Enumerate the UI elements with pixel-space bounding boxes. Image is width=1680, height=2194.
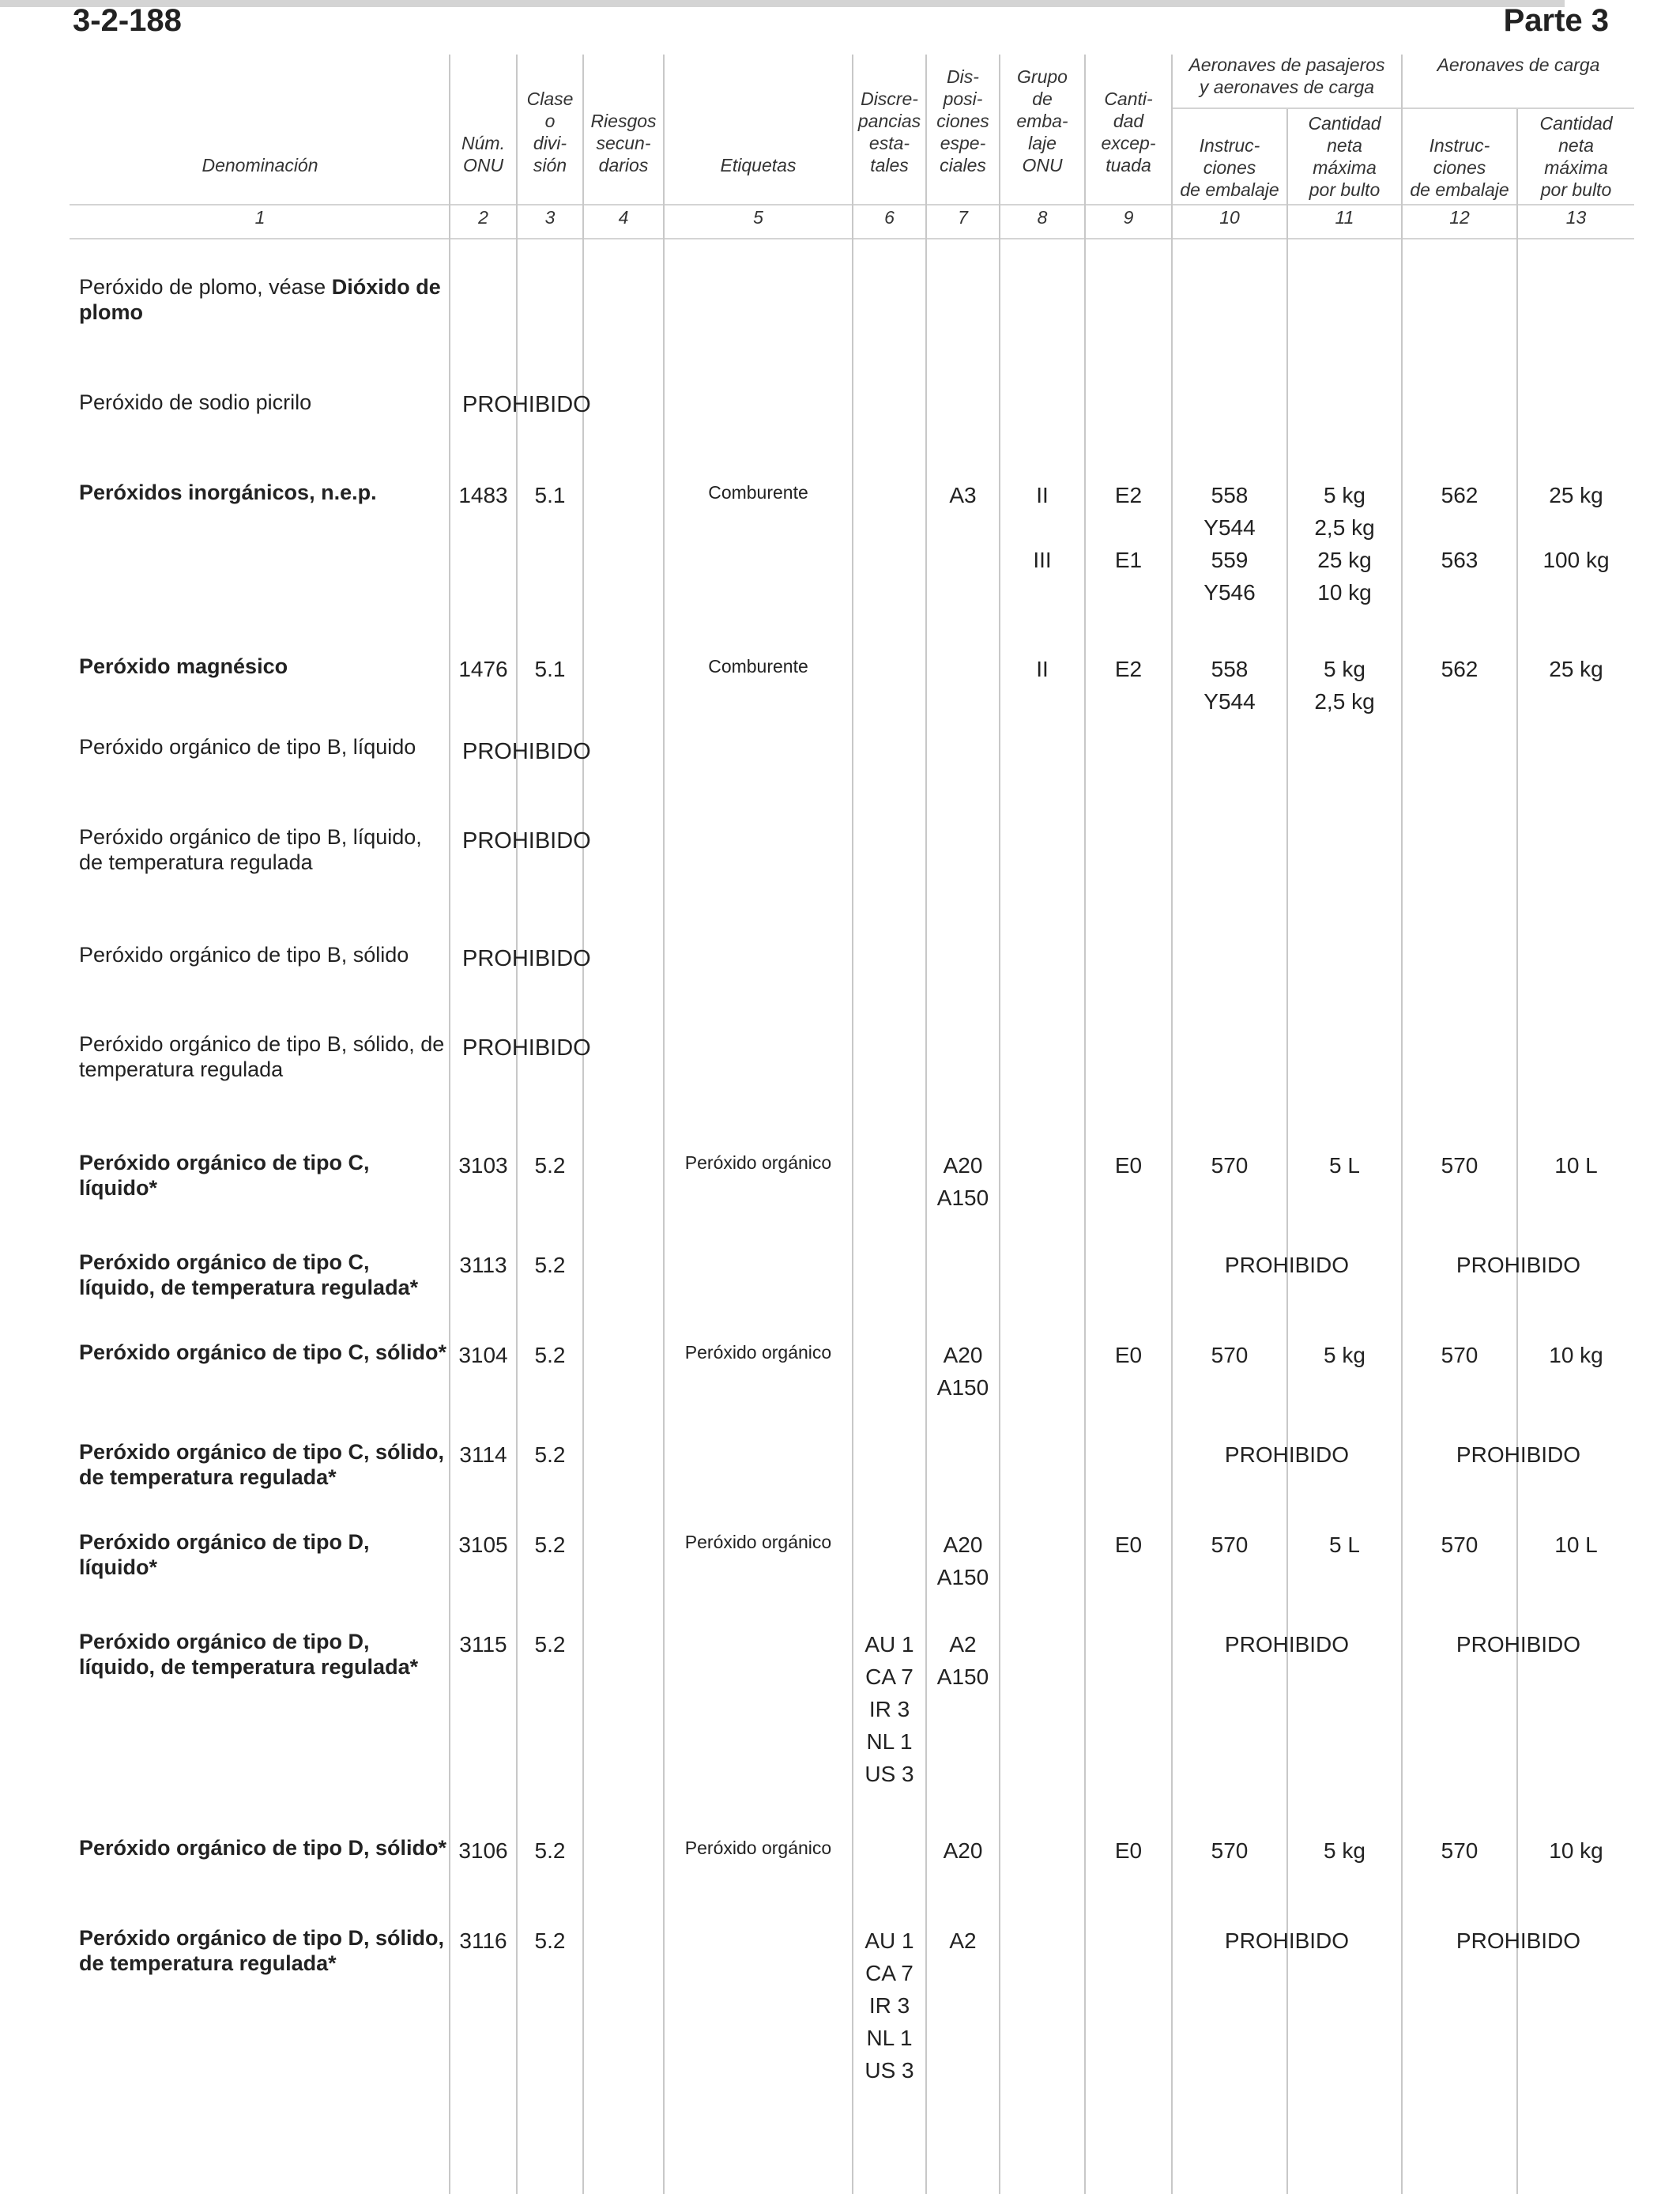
special-provision: A20	[943, 1838, 983, 1863]
class-division: 5.2	[534, 1153, 566, 1178]
header-riesgos: Riesgos secun- darios	[590, 111, 657, 175]
class-division: 5.2	[534, 1343, 566, 1367]
un-number: 3105	[458, 1532, 508, 1557]
table-row-name: Peróxido orgánico de tipo D, líquido*	[79, 1530, 370, 1579]
un-number: 3104	[458, 1343, 508, 1367]
cargo-max-quantity: 10 L	[1554, 1532, 1598, 1557]
excepted-quantity: E0	[1114, 1153, 1143, 1178]
pax-prohibited: PROHIBIDO	[1224, 1253, 1350, 1277]
packing-group: II	[1036, 657, 1049, 681]
un-number: 3103	[458, 1153, 508, 1178]
header-col11: Cantidad neta máxima por bulto	[1308, 113, 1381, 200]
packing-group: II III	[1033, 483, 1052, 572]
page-number: 3-2-188	[73, 3, 182, 38]
pax-max-quantity: 5 kg 2,5 kg 25 kg 10 kg	[1314, 483, 1375, 605]
col-number: 10	[1219, 207, 1240, 228]
cargo-max-quantity: 10 kg	[1549, 1343, 1603, 1367]
un-number: 1483	[458, 483, 508, 507]
header-clase: Clase o divi- sión	[526, 89, 574, 175]
table-row-name: Peróxido orgánico de tipo B, líquido, de temperatura regulada	[79, 825, 422, 874]
cargo-packing-instruction: 562	[1441, 657, 1478, 681]
part-title: Parte 3	[1503, 3, 1609, 38]
header-num-onu: Núm. ONU	[461, 133, 505, 175]
state-variations: AU 1 CA 7 IR 3 NL 1 US 3	[864, 1928, 914, 2083]
header-grupo-embalaje: Grupo de emba- laje ONU	[1016, 66, 1068, 175]
header-denominacion: Denominación	[202, 155, 318, 175]
table-row-name: Peróxido orgánico de tipo D, sólido*	[79, 1836, 447, 1860]
header-etiquetas: Etiquetas	[720, 155, 797, 175]
class-division: 5.1	[534, 483, 566, 507]
header-col13: Cantidad neta máxima por bulto	[1539, 113, 1613, 200]
col-number: 13	[1565, 207, 1587, 228]
cargo-prohibited: PROHIBIDO	[1456, 1442, 1581, 1467]
top-rule	[0, 0, 1565, 7]
cargo-prohibited: PROHIBIDO	[1456, 1253, 1581, 1277]
header-group-pasajeros: Aeronaves de pasajeros y aeronaves de carga	[1188, 55, 1385, 97]
cargo-packing-instruction: 570	[1441, 1838, 1478, 1863]
prohibited-text: PROHIBIDO	[462, 392, 591, 417]
col-number: 7	[958, 207, 968, 228]
table-row-name: Peróxido orgánico de tipo B, líquido	[79, 735, 416, 759]
excepted-quantity: E0	[1114, 1532, 1143, 1557]
label-text: Comburente	[708, 482, 808, 503]
pax-max-quantity: 5 kg	[1324, 1838, 1365, 1863]
label-text: Peróxido orgánico	[684, 1152, 832, 1173]
pax-prohibited: PROHIBIDO	[1224, 1928, 1350, 1953]
prohibited-text: PROHIBIDO	[462, 946, 591, 971]
col-number: 11	[1335, 207, 1354, 228]
label-text: Comburente	[708, 656, 808, 677]
pax-packing-instruction: 558 Y544	[1203, 657, 1256, 714]
table-row-name: Peróxido de plomo, véase Dióxido de plomo	[79, 275, 441, 324]
excepted-quantity: E2 E1	[1114, 483, 1143, 572]
un-number: 1476	[458, 657, 508, 681]
col-number: 3	[544, 207, 556, 228]
special-provision: A2	[949, 1928, 977, 1953]
pax-prohibited: PROHIBIDO	[1224, 1632, 1350, 1657]
cargo-max-quantity: 25 kg 100 kg	[1543, 483, 1610, 572]
col-number: 4	[618, 207, 629, 228]
prohibited-text: PROHIBIDO	[462, 828, 591, 854]
table-row-name: Peróxido magnésico	[79, 654, 288, 678]
header-discrepancias: Discre- pancias esta- tales	[857, 89, 921, 175]
cargo-prohibited: PROHIBIDO	[1456, 1928, 1581, 1953]
cargo-packing-instruction: 570	[1441, 1153, 1478, 1178]
pax-max-quantity: 5 kg 2,5 kg	[1314, 657, 1375, 714]
pax-packing-instruction: 570	[1211, 1153, 1249, 1178]
table-row-name: Peróxido orgánico de tipo C, sólido*	[79, 1340, 447, 1364]
prohibited-text: PROHIBIDO	[462, 739, 591, 764]
pax-max-quantity: 5 L	[1329, 1532, 1360, 1557]
pax-prohibited: PROHIBIDO	[1224, 1442, 1350, 1467]
label-text: Peróxido orgánico	[684, 1532, 832, 1552]
un-number: 3115	[459, 1632, 507, 1657]
special-provision: A20 A150	[936, 1343, 989, 1400]
excepted-quantity: E2	[1114, 657, 1143, 681]
cargo-max-quantity: 10 L	[1554, 1153, 1598, 1178]
special-provision: A2 A150	[936, 1632, 989, 1689]
table-row-name: Peróxido orgánico de tipo D, líquido, de temperatura regulada*	[79, 1630, 419, 1679]
class-division: 5.2	[534, 1928, 566, 1953]
state-variations: AU 1 CA 7 IR 3 NL 1 US 3	[864, 1632, 914, 1786]
header-group-carga: Aeronaves de carga	[1437, 55, 1600, 75]
class-division: 5.1	[534, 657, 566, 681]
class-division: 5.2	[534, 1838, 566, 1863]
label-text: Peróxido orgánico	[684, 1838, 832, 1858]
col-number: 5	[753, 207, 763, 228]
special-provision: A20 A150	[936, 1153, 989, 1210]
table-row-name: Peróxido de sodio picrilo	[79, 390, 312, 414]
table-row-name: Peróxidos inorgánicos, n.e.p.	[79, 481, 377, 504]
special-provision: A20 A150	[936, 1532, 989, 1589]
table-row-name: Peróxido orgánico de tipo C, sólido, de temperatura regulada*	[79, 1440, 445, 1489]
header-cantidad-exceptuada: Canti- dad excep- tuada	[1101, 89, 1156, 175]
cargo-packing-instruction: 562 563	[1441, 483, 1478, 572]
col-number: 1	[254, 207, 266, 228]
header-col12: Instruc- ciones de embalaje	[1410, 135, 1509, 200]
pax-packing-instruction: 570	[1211, 1343, 1249, 1367]
col-number: 6	[884, 207, 895, 228]
un-number: 3106	[458, 1838, 508, 1863]
excepted-quantity: E0	[1114, 1838, 1143, 1863]
table-row-name: Peróxido orgánico de tipo C, líquido, de temperatura regulada*	[79, 1250, 419, 1299]
cargo-packing-instruction: 570	[1441, 1343, 1478, 1367]
un-number: 3114	[459, 1442, 507, 1467]
pax-packing-instruction: 570	[1211, 1838, 1249, 1863]
cargo-prohibited: PROHIBIDO	[1456, 1632, 1581, 1657]
table-row-name: Peróxido orgánico de tipo B, sólido	[79, 943, 409, 967]
table-row-name: Peróxido orgánico de tipo D, sólido, de temperatura regulada*	[79, 1926, 445, 1975]
pax-max-quantity: 5 L	[1329, 1153, 1360, 1178]
cargo-max-quantity: 10 kg	[1549, 1838, 1603, 1863]
cargo-packing-instruction: 570	[1441, 1532, 1478, 1557]
cargo-max-quantity: 25 kg	[1549, 657, 1603, 681]
class-division: 5.2	[534, 1632, 566, 1657]
prohibited-text: PROHIBIDO	[462, 1035, 591, 1061]
col-number: 2	[478, 207, 488, 228]
label-text: Peróxido orgánico	[684, 1342, 832, 1363]
class-division: 5.2	[534, 1532, 566, 1557]
excepted-quantity: E0	[1114, 1343, 1143, 1367]
pax-max-quantity: 5 kg	[1324, 1343, 1365, 1367]
table-row-name: Peróxido orgánico de tipo C, líquido*	[79, 1151, 370, 1200]
col-number: 8	[1037, 207, 1048, 228]
class-division: 5.2	[534, 1442, 566, 1467]
un-number: 3113	[459, 1253, 507, 1277]
class-division: 5.2	[534, 1253, 566, 1277]
header-disposiciones: Dis- posi- ciones espe- ciales	[936, 66, 989, 175]
table-row-name: Peróxido orgánico de tipo B, sólido, de temperatura regulada	[79, 1032, 445, 1081]
col-number: 12	[1449, 207, 1470, 228]
pax-packing-instruction: 558 Y544 559 Y546	[1203, 483, 1256, 605]
un-number: 3116	[459, 1928, 507, 1953]
header-col10: Instruc- ciones de embalaje	[1180, 135, 1279, 200]
col-number: 9	[1123, 207, 1134, 228]
pax-packing-instruction: 570	[1211, 1532, 1249, 1557]
special-provision: A3	[949, 483, 977, 507]
